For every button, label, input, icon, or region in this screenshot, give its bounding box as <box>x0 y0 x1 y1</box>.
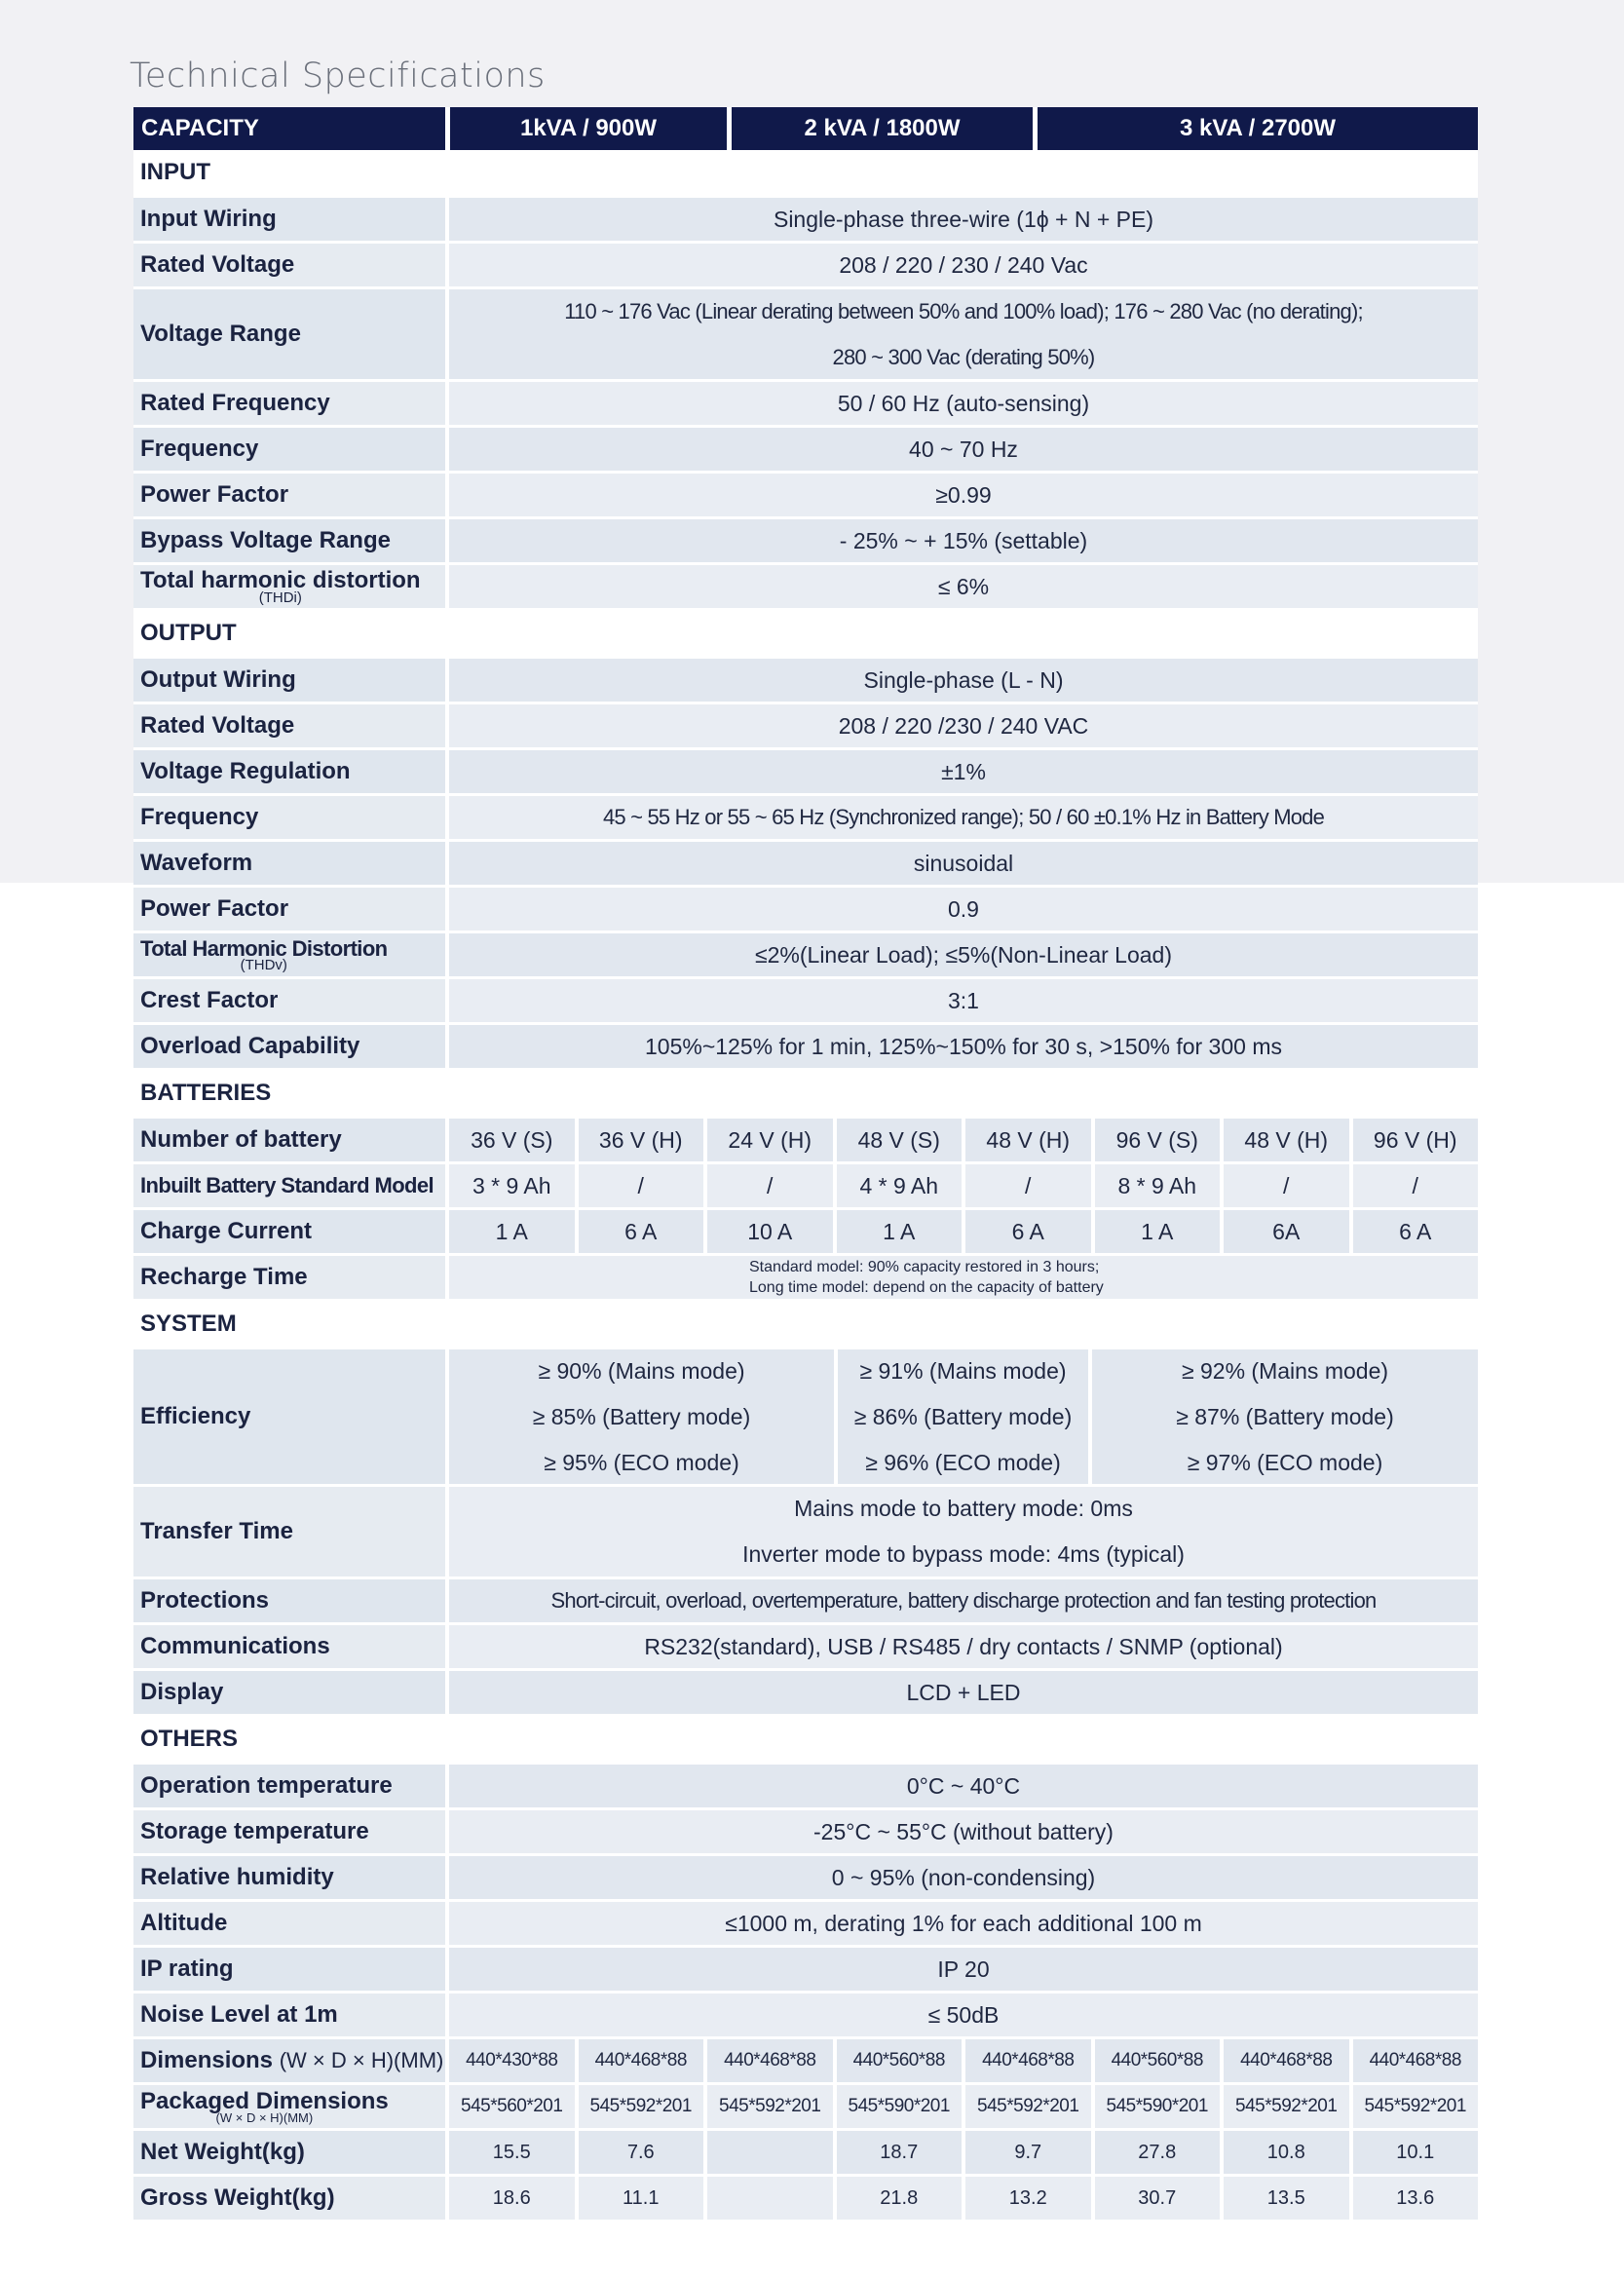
section-system-title: SYSTEM <box>133 1302 1478 1347</box>
section-others-title: OTHERS <box>133 1717 1478 1762</box>
table-row <box>133 2039 1478 2082</box>
table-row <box>133 1671 1478 1714</box>
row-label: Power Factor <box>133 474 445 516</box>
battery-cell: 6A <box>1224 1210 1349 1253</box>
row-value: 208 / 220 /230 / 240 VAC <box>449 704 1478 747</box>
efficiency-2kva <box>838 1349 1088 1484</box>
row-value: 45 ~ 55 Hz or 55 ~ 65 Hz (Synchronized range); 50 / 60 ±0.1% Hz in Battery Mode <box>449 796 1478 839</box>
battery-cell: 24 V (H) <box>707 1119 833 1161</box>
table-row <box>133 704 1478 747</box>
dimension-cell: 545*592*201 <box>1224 2085 1349 2128</box>
table-row <box>133 1810 1478 1853</box>
table-row <box>133 1948 1478 1991</box>
row-label-sub: (THDi) <box>258 589 302 606</box>
section-batteries-title: BATTERIES <box>133 1071 1478 1116</box>
dimension-cell: 545*592*201 <box>707 2085 833 2128</box>
weight-cell: 9.7 <box>965 2131 1091 2174</box>
row-value: LCD + LED <box>449 1671 1478 1714</box>
row-value <box>449 289 1478 379</box>
table-row <box>133 1164 1478 1207</box>
row-value: Single-phase (L - N) <box>449 659 1478 702</box>
table-row <box>133 519 1478 562</box>
table-row <box>133 1256 1478 1299</box>
row-label: Gross Weight(kg) <box>133 2177 445 2220</box>
weight-cell: 15.5 <box>449 2131 575 2174</box>
table-row <box>133 1765 1478 1807</box>
weight-cell: 21.8 <box>837 2177 963 2220</box>
row-value: 50 / 60 Hz (auto-sensing) <box>449 382 1478 425</box>
battery-cell: 36 V (S) <box>449 1119 575 1161</box>
header-capacity-label: CAPACITY <box>133 107 445 150</box>
table-row <box>133 289 1478 379</box>
table-row <box>133 1994 1478 2036</box>
row-value: RS232(standard), USB / RS485 / dry contacts / SNMP (optional) <box>449 1625 1478 1668</box>
dimension-cell: 440*468*88 <box>579 2039 704 2082</box>
table-row <box>133 2131 1478 2174</box>
dimension-cell: 545*590*201 <box>837 2085 963 2128</box>
value-line: Inverter mode to bypass mode: 4ms (typical) <box>742 1541 1185 1567</box>
row-label: Power Factor <box>133 888 445 931</box>
row-label: Storage temperature <box>133 1810 445 1853</box>
battery-cell: 10 A <box>707 1210 833 1253</box>
table-row <box>133 1025 1478 1068</box>
table-row <box>133 1349 1478 1484</box>
row-value: ≤2%(Linear Load); ≤5%(Non-Linear Load) <box>449 933 1478 976</box>
row-label-sub: (THDv) <box>240 956 287 973</box>
row-label: Transfer Time <box>133 1487 445 1576</box>
row-label: Protections <box>133 1579 445 1622</box>
table-row <box>133 1625 1478 1668</box>
battery-cell: / <box>1224 1164 1349 1207</box>
weight-cell: 10.8 <box>1224 2131 1349 2174</box>
dimension-cell: 440*468*88 <box>965 2039 1091 2082</box>
note-line: Standard model: 90% capacity restored in 3 hours; <box>749 1259 1100 1275</box>
row-value: Short-circuit, overload, overtemperature, battery discharge protection and fan testing protection <box>449 1579 1478 1622</box>
efficiency-line: ≥ 92% (Mains mode) <box>1181 1357 1389 1384</box>
weight-cell: 11.1 <box>579 2177 704 2220</box>
battery-cell: 3 * 9 Ah <box>449 1164 575 1207</box>
weight-cell: 30.7 <box>1095 2177 1221 2220</box>
weight-cell: 27.8 <box>1095 2131 1221 2174</box>
dimension-cell: 545*592*201 <box>579 2085 704 2128</box>
weight-cell: 18.6 <box>449 2177 575 2220</box>
row-label: Voltage Regulation <box>133 750 445 793</box>
row-label: Relative humidity <box>133 1856 445 1899</box>
table-row <box>133 382 1478 425</box>
row-label: Recharge Time <box>133 1256 445 1299</box>
row-label: Waveform <box>133 842 445 885</box>
table-row <box>133 1119 1478 1161</box>
row-value: - 25% ~ + 15% (settable) <box>449 519 1478 562</box>
row-label: Communications <box>133 1625 445 1668</box>
weight-cell: 7.6 <box>579 2131 704 2174</box>
row-label: Rated Frequency <box>133 382 445 425</box>
row-label: Rated Voltage <box>133 704 445 747</box>
row-label: Display <box>133 1671 445 1714</box>
row-label: Frequency <box>133 428 445 471</box>
row-label: Charge Current <box>133 1210 445 1253</box>
battery-cell: 6 A <box>1353 1210 1479 1253</box>
row-label-unit: (W × D × H)(MM) <box>279 2048 444 2072</box>
battery-cell: / <box>579 1164 704 1207</box>
value-line: Mains mode to battery mode: 0ms <box>794 1496 1133 1521</box>
battery-cell: 1 A <box>1095 1210 1221 1253</box>
row-label <box>133 933 445 976</box>
battery-cell: 48 V (H) <box>1224 1119 1349 1161</box>
table-row <box>133 244 1478 286</box>
row-value: Single-phase three-wire (1ϕ + N + PE) <box>449 198 1478 241</box>
dimension-cell: 545*592*201 <box>965 2085 1091 2128</box>
battery-cell: 48 V (S) <box>837 1119 963 1161</box>
row-value: 0°C ~ 40°C <box>449 1765 1478 1807</box>
table-row <box>133 933 1478 976</box>
table-row <box>133 2085 1478 2128</box>
weight-cell <box>707 2177 833 2220</box>
row-label: Number of battery <box>133 1119 445 1161</box>
row-label: Frequency <box>133 796 445 839</box>
header-model-1kva: 1kVA / 900W <box>450 107 727 150</box>
table-row <box>133 1856 1478 1899</box>
dimension-cell: 440*560*88 <box>837 2039 963 2082</box>
row-label <box>133 565 445 608</box>
row-label <box>133 2085 445 2128</box>
table-header-row <box>133 107 1478 150</box>
dimension-cell: 440*468*88 <box>707 2039 833 2082</box>
efficiency-line: ≥ 86% (Battery mode) <box>853 1403 1073 1429</box>
row-label: Output Wiring <box>133 659 445 702</box>
weight-cell: 13.6 <box>1353 2177 1479 2220</box>
efficiency-line: ≥ 90% (Mains mode) <box>538 1357 745 1384</box>
table-row <box>133 198 1478 241</box>
table-row <box>133 888 1478 931</box>
row-value: ±1% <box>449 750 1478 793</box>
row-label: Efficiency <box>133 1349 445 1484</box>
weight-cell: 13.5 <box>1224 2177 1349 2220</box>
row-label: Noise Level at 1m <box>133 1994 445 2036</box>
table-row <box>133 565 1478 608</box>
row-label-main: Packaged Dimensions <box>140 2087 389 2114</box>
row-value: 208 / 220 / 230 / 240 Vac <box>449 244 1478 286</box>
battery-cell: / <box>1353 1164 1479 1207</box>
dimension-cell: 440*468*88 <box>1353 2039 1479 2082</box>
battery-cell: 6 A <box>965 1210 1091 1253</box>
row-value: -25°C ~ 55°C (without battery) <box>449 1810 1478 1853</box>
row-label: Voltage Range <box>133 289 445 379</box>
battery-cell: / <box>707 1164 833 1207</box>
table-row <box>133 2177 1478 2220</box>
row-value: sinusoidal <box>449 842 1478 885</box>
efficiency-line: ≥ 87% (Battery mode) <box>1176 1403 1394 1429</box>
table-row <box>133 1487 1478 1576</box>
dimension-cell: 440*430*88 <box>449 2039 575 2082</box>
row-value: ≤ 6% <box>449 565 1478 608</box>
table-row <box>133 1579 1478 1622</box>
row-label: Rated Voltage <box>133 244 445 286</box>
page-title: Technical Specifications <box>130 57 546 95</box>
section-output-title: OUTPUT <box>133 611 1478 656</box>
row-label: Overload Capability <box>133 1025 445 1068</box>
efficiency-line: ≥ 97% (ECO mode) <box>1187 1449 1383 1475</box>
row-label: Crest Factor <box>133 979 445 1022</box>
dimension-cell: 440*468*88 <box>1224 2039 1349 2082</box>
weight-cell <box>707 2131 833 2174</box>
row-label-unit: (W × D × H)(MM) <box>215 2109 314 2125</box>
row-label: Bypass Voltage Range <box>133 519 445 562</box>
row-label: Altitude <box>133 1902 445 1945</box>
row-label-main: Total harmonic distortion <box>140 566 421 593</box>
row-label: Input Wiring <box>133 198 445 241</box>
battery-cell: / <box>965 1164 1091 1207</box>
row-label: IP rating <box>133 1948 445 1991</box>
note-line: Long time model: depend on the capacity of battery <box>749 1279 1104 1296</box>
table-row <box>133 659 1478 702</box>
efficiency-line: ≥ 95% (ECO mode) <box>544 1449 739 1475</box>
table-row <box>133 1902 1478 1945</box>
weight-cell: 18.7 <box>837 2131 963 2174</box>
row-label-main: Total Harmonic Distortion <box>140 935 388 961</box>
section-input-title: INPUT <box>133 150 1478 195</box>
row-label <box>133 2039 445 2082</box>
header-model-2kva: 2 kVA / 1800W <box>732 107 1033 150</box>
weight-cell: 10.1 <box>1353 2131 1479 2174</box>
dimension-cell: 545*560*201 <box>449 2085 575 2128</box>
row-value: 40 ~ 70 Hz <box>449 428 1478 471</box>
row-label-main: Dimensions <box>140 2047 274 2073</box>
row-value: ≥0.99 <box>449 474 1478 516</box>
row-label: Net Weight(kg) <box>133 2131 445 2174</box>
row-value: IP 20 <box>449 1948 1478 1991</box>
value-line: 110 ~ 176 Vac (Linear derating between 50% and 100% load); 176 ~ 280 Vac (no derating); <box>564 299 1363 323</box>
table-row <box>133 474 1478 516</box>
efficiency-line: ≥ 85% (Battery mode) <box>532 1403 751 1429</box>
row-value <box>449 1487 1478 1576</box>
efficiency-line: ≥ 91% (Mains mode) <box>859 1357 1067 1384</box>
dimension-cell: 440*560*88 <box>1095 2039 1221 2082</box>
battery-cell: 1 A <box>449 1210 575 1253</box>
efficiency-3kva <box>1092 1349 1478 1484</box>
table-row <box>133 1210 1478 1253</box>
weight-cell: 13.2 <box>965 2177 1091 2220</box>
battery-cell: 96 V (H) <box>1353 1119 1479 1161</box>
battery-cell: 36 V (H) <box>579 1119 704 1161</box>
row-value: 0.9 <box>449 888 1478 931</box>
row-value: 0 ~ 95% (non-condensing) <box>449 1856 1478 1899</box>
battery-cell: 6 A <box>579 1210 704 1253</box>
table-row <box>133 842 1478 885</box>
battery-cell: 1 A <box>837 1210 963 1253</box>
battery-cell: 48 V (H) <box>965 1119 1091 1161</box>
row-value: ≤ 50dB <box>449 1994 1478 2036</box>
table-row <box>133 428 1478 471</box>
battery-cell: 8 * 9 Ah <box>1095 1164 1221 1207</box>
row-value <box>449 1256 1478 1299</box>
row-value: 105%~125% for 1 min, 125%~150% for 30 s, >150% for 300 ms <box>449 1025 1478 1068</box>
table-row <box>133 796 1478 839</box>
efficiency-1kva <box>449 1349 834 1484</box>
row-label: Operation temperature <box>133 1765 445 1807</box>
header-model-3kva: 3 kVA / 2700W <box>1038 107 1478 150</box>
battery-cell: 4 * 9 Ah <box>837 1164 963 1207</box>
value-line: 280 ~ 300 Vac (derating 50%) <box>832 345 1095 369</box>
table-row <box>133 750 1478 793</box>
dimension-cell: 545*590*201 <box>1095 2085 1221 2128</box>
row-value: ≤1000 m, derating 1% for each additional 100 m <box>449 1902 1478 1945</box>
row-label: Inbuilt Battery Standard Model <box>133 1164 445 1207</box>
efficiency-line: ≥ 96% (ECO mode) <box>865 1449 1061 1475</box>
row-value: 3:1 <box>449 979 1478 1022</box>
table-row <box>133 979 1478 1022</box>
spec-table <box>133 107 1478 2222</box>
battery-cell: 96 V (S) <box>1095 1119 1221 1161</box>
dimension-cell: 545*592*201 <box>1353 2085 1479 2128</box>
